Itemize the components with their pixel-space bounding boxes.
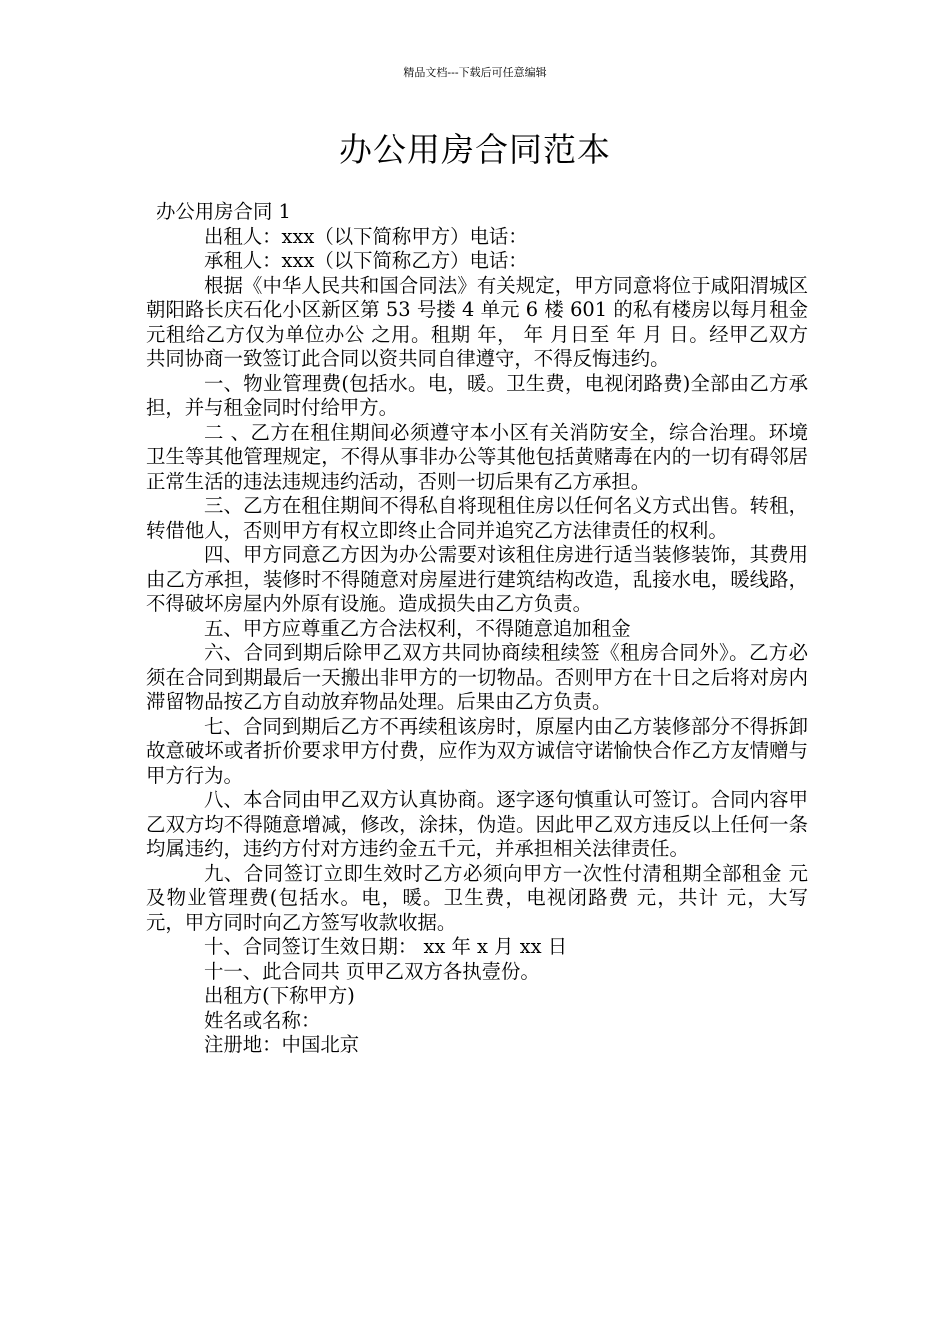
clause-10: 十、合同签订生效日期： xx 年 x 月 xx 日 — [204, 935, 568, 958]
name-label: 姓名或名称： — [204, 1008, 321, 1032]
document-body — [146, 200, 808, 1058]
clause-5: 五、甲方应尊重乙方合法权利，不得随意追加租金 — [204, 616, 631, 640]
clause-6: 六、合同到期后除甲乙双方共同协商续租续签《租房合同外》。乙方必须在合同到期最后一天搬出非甲方的一切物品。否则甲方在十日之后将对房内滞留物品按乙方自动放弃物品处理。后果由乙方负责。 — [146, 641, 808, 713]
intro-paragraph: 根据《中华人民共和国合同法》有关规定，甲方同意将位于咸阳渭城区朝阳路长庆石化小区新区第 53 号搂 4 单元 6 楼 601 的私有楼房以每月租金 元租给乙方仅为单位办公 之用。租期 年， 年 月日至 年 月 日。经甲乙双方共同协商一致签订此合同以资共同自律遵守，不得反悔违约。 — [146, 273, 808, 370]
clause-2: 二 、乙方在租住期间必须遵守本小区有关消防安全，综合治理。环境卫生等其他管理规定，不得从事非办公等其他包括黄赌毒在内的一切有碍邻居正常生活的违法违规违约活动，否则一切后果有乙方承担。 — [146, 420, 808, 493]
lessor-line: 出租人：xxx（以下简称甲方）电话： — [204, 224, 528, 248]
clause-9: 九、合同签订立即生效时乙方必须向甲方一次性付清租期全部租金 元及物业管理费(包括水。电，暖。卫生费，电视闭路费 元，共计 元，大写 元，甲方同时向乙方签写收款收据。 — [146, 861, 808, 934]
clause-3: 三、乙方在租住期间不得私自将现租住房以任何名义方式出售。转租，转借他人，否则甲方有权立即终止合同并追究乙方法律责任的权利。 — [146, 494, 808, 542]
clause-7: 七、合同到期后乙方不再续租该房时，原屋内由乙方装修部分不得拆卸故意破坏或者折价要求甲方付费，应作为双方诚信守诺愉快合作乙方友情赠与甲方行为。 — [146, 714, 808, 787]
registered-address: 注册地：中国北京 — [204, 1033, 360, 1056]
clause-8: 八、本合同由甲乙双方认真协商。逐字逐句慎重认可签订。合同内容甲乙双方均不得随意增减，修改，涂抹，伪造。因此甲乙双方违反以上任何一条均属违约，违约方付对方违约金五千元，并承担相关法律责任。 — [146, 788, 808, 860]
party-a-heading: 出租方(下称甲方) — [204, 984, 355, 1007]
clause-1: 一、物业管理费(包括水。电，暖。卫生费，电视闭路费)全部由乙方承担，并与租金同时付给甲方。 — [146, 371, 808, 419]
lessee-line: 承租人：xxx（以下简称乙方）电话： — [204, 249, 528, 272]
header-note: 精品文档---下载后可任意编辑 — [403, 66, 547, 79]
clause-11: 十一、此合同共 页甲乙双方各执壹份。 — [204, 959, 540, 983]
contract-subheading: 办公用房合同 1 — [156, 200, 291, 223]
document-title: 办公用房合同范本 — [339, 130, 611, 169]
clause-4: 四、甲方同意乙方因为办公需要对该租住房进行适当装修装饰，其费用由乙方承担，装修时不得随意对房屋进行建筑结构改造，乱接水电，暖线路，不得破坏房屋内外原有设施。造成损失由乙方负责。 — [146, 543, 808, 615]
